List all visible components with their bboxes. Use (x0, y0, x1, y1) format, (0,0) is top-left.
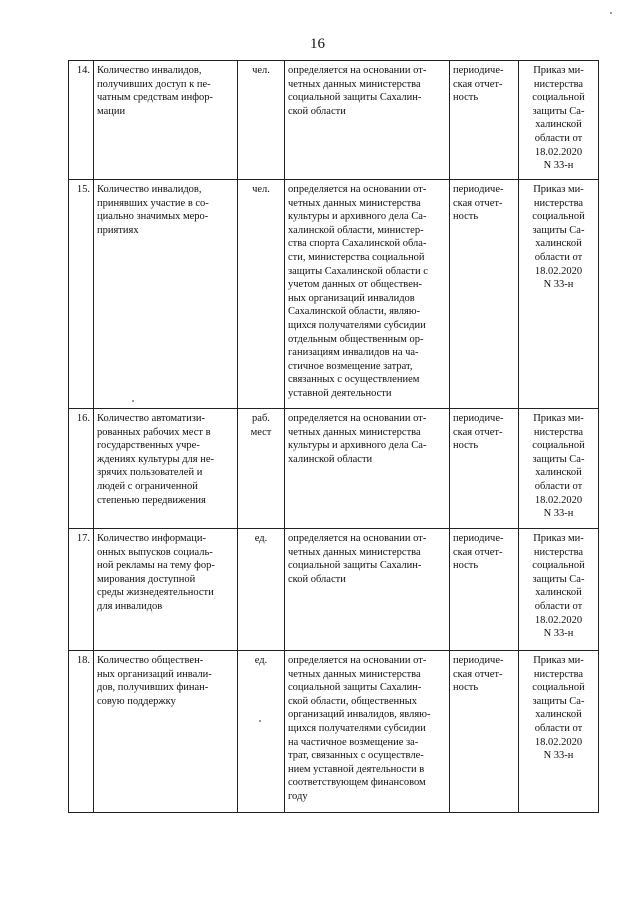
calculation-method: определяется на основании от- четных данных министерства культуры и архивного дела Са- халинской области, министер- ства спорта Сахалинской обла- сти, министерства социальной защиты Сахалинской области с учетом данных от обществен- ных организаций инвалидов Сахалинской области, являю- щихся получателями субсидии отдельным общественным ор- ганизациям инвалидов на ча- стичное возмещение затрат, связанных с осуществлением уставной деятельности (285, 180, 450, 409)
legal-source: Приказ ми- нистерства социальной защиты Са- халинской области от 18.02.2020 N 33-н (519, 180, 599, 409)
scan-speck (132, 400, 134, 402)
legal-source: Приказ ми- нистерства социальной защиты Са- халинской области от 18.02.2020 N 33-н (519, 529, 599, 651)
unit-of-measure: ед. (238, 651, 285, 813)
calculation-method: определяется на основании от- четных данных министерства социальной защиты Сахалин- ской области (285, 529, 450, 651)
reporting-period: периодиче- ская отчет- ность (450, 61, 519, 180)
unit-of-measure: чел. (238, 180, 285, 409)
legal-source: Приказ ми- нистерства социальной защиты Са- халинской области от 18.02.2020 N 33-н (519, 409, 599, 529)
reporting-period: периодиче- ская отчет- ность (450, 180, 519, 409)
row-number: 16. (69, 409, 94, 529)
calculation-method: определяется на основании от- четных данных министерства социальной защиты Сахалин- ской области, общественных организаций инвалидов, являю- щихся получателями субсидии на частичное возмещение за- трат, связанных с осуществле- нием уставной деятельности в соответствующем финансовом году (285, 651, 450, 813)
reporting-period: периодиче- ская отчет- ность (450, 651, 519, 813)
legal-source: Приказ ми- нистерства социальной защиты Са- халинской области от 18.02.2020 N 33-н (519, 651, 599, 813)
table-row (69, 529, 599, 651)
table-row (69, 409, 599, 529)
reporting-period: периодиче- ская отчет- ность (450, 529, 519, 651)
indicator-name: Количество обществен- ных организаций инвали- дов, получивших финан- совую поддержку (94, 651, 238, 813)
scan-speck (610, 12, 612, 14)
calculation-method: определяется на основании от- четных данных министерства социальной защиты Сахалин- ской области (285, 61, 450, 180)
unit-of-measure: раб. мест (238, 409, 285, 529)
calculation-method: определяется на основании от- четных данных министерства культуры и архивного дела Са- халинской области (285, 409, 450, 529)
row-number: 18. (69, 651, 94, 813)
indicator-name: Количество инвалидов, получивших доступ к пе- чатным средствам инфор- мации (94, 61, 238, 180)
page-number: 16 (310, 36, 325, 52)
table-row (69, 180, 599, 409)
row-number: 15. (69, 180, 94, 409)
reporting-period: периодиче- ская отчет- ность (450, 409, 519, 529)
legal-source: Приказ ми- нистерства социальной защиты Са- халинской области от 18.02.2020 N 33-н (519, 61, 599, 180)
table-row (69, 651, 599, 813)
unit-of-measure: ед. (238, 529, 285, 651)
indicators-table (68, 60, 599, 813)
scan-speck (259, 720, 261, 722)
unit-of-measure: чел. (238, 61, 285, 180)
table-row (69, 61, 599, 180)
row-number: 14. (69, 61, 94, 180)
indicator-name: Количество информаци- онных выпусков социаль- ной рекламы на тему фор- мирования доступной среды жизнедеятельности для инвалидов (94, 529, 238, 651)
indicator-name: Количество инвалидов, принявших участие в со- циально значимых меро- приятиях (94, 180, 238, 409)
row-number: 17. (69, 529, 94, 651)
indicator-name: Количество автоматизи- рованных рабочих мест в государственных учре- ждениях культуры для не- зрячих пользователей и людей с ограниченной степенью передвижения (94, 409, 238, 529)
